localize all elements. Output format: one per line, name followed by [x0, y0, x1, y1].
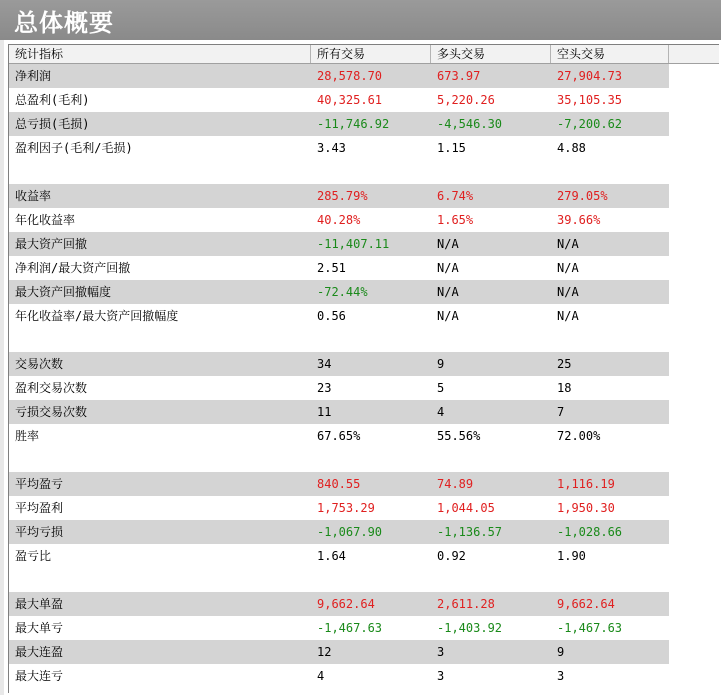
- table-row: [9, 376, 669, 400]
- table-row: [9, 184, 669, 208]
- short-trades-value: [551, 328, 669, 352]
- page-title: 总体概要: [14, 9, 114, 37]
- long-trades-value: 3: [437, 669, 445, 683]
- short-trades-value: N/A: [557, 261, 579, 275]
- table-row: [9, 424, 669, 448]
- table-row: [9, 472, 669, 496]
- short-trades-value: [551, 160, 669, 184]
- short-trades-value: -1,467.63: [557, 621, 623, 635]
- long-trades-value: 3: [437, 645, 445, 659]
- short-trades-value: 9: [557, 645, 565, 659]
- table-body: [9, 64, 669, 688]
- long-trades-value: 74.89: [437, 477, 474, 491]
- long-trades-value: 5,220.26: [437, 93, 495, 107]
- all-trades-value: 0.56: [317, 309, 346, 323]
- table-row: [9, 112, 669, 136]
- short-trades-value: 27,904.73: [557, 69, 623, 83]
- long-trades-value: -1,136.57: [437, 525, 503, 539]
- table-row: [9, 256, 669, 280]
- window-edge: [0, 40, 4, 695]
- all-trades-value: [311, 328, 431, 352]
- table-row: [9, 496, 669, 520]
- short-trades-value: 279.05%: [557, 189, 608, 203]
- table-row: [9, 208, 669, 232]
- long-trades-value: 55.56%: [437, 429, 481, 443]
- short-trades-value: -7,200.62: [557, 117, 623, 131]
- long-trades-value: 1,044.05: [437, 501, 495, 515]
- metric-name: 最大连亏: [15, 669, 64, 683]
- all-trades-value: 40.28%: [317, 213, 361, 227]
- all-trades-value: 2.51: [317, 261, 346, 275]
- long-trades-value: N/A: [437, 309, 459, 323]
- metric-name: [9, 568, 311, 592]
- table-row: [9, 136, 669, 160]
- table-row: [9, 520, 669, 544]
- spacer-row: [9, 160, 669, 184]
- long-trades-value: 2,611.28: [437, 597, 495, 611]
- metric-name: 平均亏损: [15, 525, 64, 539]
- long-trades-value: 5: [437, 381, 445, 395]
- table-row: [9, 544, 669, 568]
- short-trades-value: N/A: [557, 285, 579, 299]
- long-trades-value: 673.97: [437, 69, 481, 83]
- metric-name: 亏损交易次数: [15, 405, 88, 419]
- metric-name: 总盈利(毛利): [15, 93, 90, 107]
- table-row: [9, 280, 669, 304]
- short-trades-value: 1.90: [557, 549, 586, 563]
- long-trades-value: N/A: [437, 285, 459, 299]
- table-row: [9, 400, 669, 424]
- short-trades-value: 25: [557, 357, 572, 371]
- metric-name: 年化收益率/最大资产回撤幅度: [15, 309, 179, 323]
- column-header-all-trades[interactable]: 所有交易: [311, 45, 431, 63]
- table-row: [9, 616, 669, 640]
- long-trades-value: 1.65%: [437, 213, 474, 227]
- table-header: [9, 45, 719, 64]
- metric-name: 盈利交易次数: [15, 381, 88, 395]
- all-trades-value: 28,578.70: [317, 69, 383, 83]
- all-trades-value: [311, 568, 431, 592]
- metric-name: 最大单盈: [15, 597, 64, 611]
- metric-name: 净利润: [15, 69, 52, 83]
- all-trades-value: -11,746.92: [317, 117, 390, 131]
- spacer-row: [9, 328, 669, 352]
- metric-name: 平均盈利: [15, 501, 64, 515]
- metric-name: 收益率: [15, 189, 52, 203]
- all-trades-value: 23: [317, 381, 332, 395]
- short-trades-value: 3: [557, 669, 565, 683]
- column-header-long-trades[interactable]: 多头交易: [431, 45, 551, 63]
- column-header-short-trades[interactable]: 空头交易: [551, 45, 669, 63]
- metric-name: 年化收益率: [15, 213, 76, 227]
- all-trades-value: 12: [317, 645, 332, 659]
- long-trades-value: -1,403.92: [437, 621, 503, 635]
- short-trades-value: N/A: [557, 237, 579, 251]
- all-trades-value: 3.43: [317, 141, 346, 155]
- all-trades-value: 4: [317, 669, 325, 683]
- short-trades-value: [551, 448, 669, 472]
- short-trades-value: 39.66%: [557, 213, 601, 227]
- long-trades-value: 6.74%: [437, 189, 474, 203]
- long-trades-value: [431, 568, 551, 592]
- metric-name: 最大单亏: [15, 621, 64, 635]
- metric-name: 交易次数: [15, 357, 64, 371]
- all-trades-value: -72.44%: [317, 285, 368, 299]
- all-trades-value: -1,067.90: [317, 525, 383, 539]
- spacer-row: [9, 448, 669, 472]
- short-trades-value: 7: [557, 405, 565, 419]
- all-trades-value: 40,325.61: [317, 93, 383, 107]
- metric-name: [9, 328, 311, 352]
- long-trades-value: N/A: [437, 237, 459, 251]
- metric-name: [9, 448, 311, 472]
- all-trades-value: [311, 448, 431, 472]
- long-trades-value: 0.92: [437, 549, 466, 563]
- all-trades-value: -1,467.63: [317, 621, 383, 635]
- all-trades-value: 11: [317, 405, 332, 419]
- long-trades-value: [431, 328, 551, 352]
- all-trades-value: 67.65%: [317, 429, 361, 443]
- long-trades-value: [431, 448, 551, 472]
- long-trades-value: -4,546.30: [437, 117, 503, 131]
- short-trades-value: 1,116.19: [557, 477, 615, 491]
- all-trades-value: 34: [317, 357, 332, 371]
- table-row: [9, 352, 669, 376]
- metric-name: 盈利因子(毛利/毛损): [15, 141, 133, 155]
- short-trades-value: -1,028.66: [557, 525, 623, 539]
- metric-name: 总亏损(毛损): [15, 117, 90, 131]
- spacer-row: [9, 568, 669, 592]
- all-trades-value: 840.55: [317, 477, 361, 491]
- metric-name: [9, 160, 311, 184]
- table-row: [9, 664, 669, 688]
- title-bar: [0, 0, 721, 40]
- short-trades-value: 9,662.64: [557, 597, 615, 611]
- short-trades-value: 35,105.35: [557, 93, 623, 107]
- metric-name: 盈亏比: [15, 549, 52, 563]
- all-trades-value: 1,753.29: [317, 501, 375, 515]
- long-trades-value: N/A: [437, 261, 459, 275]
- metric-name: 最大连盈: [15, 645, 64, 659]
- metric-name: 平均盈亏: [15, 477, 64, 491]
- metric-name: 净利润/最大资产回撤: [15, 261, 131, 275]
- long-trades-value: 9: [437, 357, 445, 371]
- all-trades-value: -11,407.11: [317, 237, 390, 251]
- metric-name: 最大资产回撤: [15, 237, 88, 251]
- long-trades-value: [431, 160, 551, 184]
- long-trades-value: 1.15: [437, 141, 466, 155]
- table-row: [9, 232, 669, 256]
- short-trades-value: 1,950.30: [557, 501, 615, 515]
- table-row: [9, 64, 669, 88]
- long-trades-value: 4: [437, 405, 445, 419]
- short-trades-value: 72.00%: [557, 429, 601, 443]
- column-header-metric[interactable]: 统计指标: [9, 45, 311, 63]
- metric-name: 最大资产回撤幅度: [15, 285, 112, 299]
- short-trades-value: 18: [557, 381, 572, 395]
- short-trades-value: N/A: [557, 309, 579, 323]
- table-row: [9, 88, 669, 112]
- short-trades-value: 4.88: [557, 141, 586, 155]
- table-row: [9, 304, 669, 328]
- summary-table: [8, 44, 719, 693]
- short-trades-value: [551, 568, 669, 592]
- table-row: [9, 592, 669, 616]
- table-row: [9, 640, 669, 664]
- metric-name: 胜率: [15, 429, 40, 443]
- all-trades-value: [311, 160, 431, 184]
- all-trades-value: 285.79%: [317, 189, 368, 203]
- all-trades-value: 1.64: [317, 549, 346, 563]
- all-trades-value: 9,662.64: [317, 597, 375, 611]
